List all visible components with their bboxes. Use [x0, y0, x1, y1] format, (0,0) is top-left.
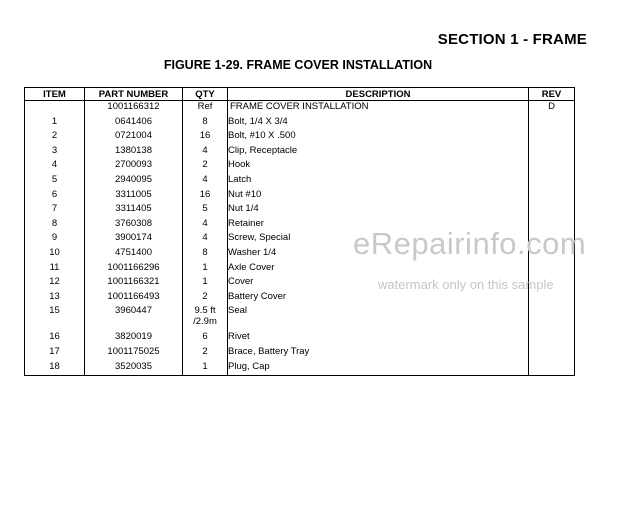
item-cell: 15 — [25, 305, 85, 331]
rev-cell — [529, 291, 575, 306]
part-number-cell: 3311005 — [85, 189, 183, 204]
description-cell: Axle Cover — [228, 262, 529, 277]
part-number-cell: 3311405 — [85, 203, 183, 218]
qty-cell: 6 — [183, 331, 228, 346]
item-cell: 3 — [25, 145, 85, 160]
table-row — [25, 346, 575, 361]
qty-cell: 2 — [183, 291, 228, 306]
description-cell: Nut #10 — [228, 189, 529, 204]
part-number-cell: 3760308 — [85, 218, 183, 233]
table-row — [25, 262, 575, 277]
table-row — [25, 159, 575, 174]
description-cell: Cover — [228, 276, 529, 291]
qty-cell: 2 — [183, 346, 228, 361]
part-number-cell: 2700093 — [85, 159, 183, 174]
rev-cell — [529, 116, 575, 131]
item-cell — [25, 101, 85, 116]
item-cell: 6 — [25, 189, 85, 204]
part-number-cell: 4751400 — [85, 247, 183, 262]
item-cell: 9 — [25, 232, 85, 247]
qty-cell: 16 — [183, 130, 228, 145]
table-row — [25, 291, 575, 306]
rev-cell — [529, 361, 575, 376]
item-cell: 16 — [25, 331, 85, 346]
part-number-cell: 3900174 — [85, 232, 183, 247]
description-cell: Seal — [228, 305, 529, 331]
item-cell: 13 — [25, 291, 85, 306]
part-number-cell: 0641406 — [85, 116, 183, 131]
rev-cell — [529, 159, 575, 174]
qty-cell: 4 — [183, 145, 228, 160]
item-cell: 5 — [25, 174, 85, 189]
description-cell: Nut 1/4 — [228, 203, 529, 218]
item-cell: 18 — [25, 361, 85, 376]
qty-cell: 16 — [183, 189, 228, 204]
part-number-cell: 1001175025 — [85, 346, 183, 361]
watermark-text: eRepairinfo.com — [353, 226, 587, 261]
item-cell: 11 — [25, 262, 85, 277]
table-row — [25, 331, 575, 346]
table-row — [25, 361, 575, 376]
qty-cell: 4 — [183, 232, 228, 247]
part-number-cell: 1380138 — [85, 145, 183, 160]
description-cell: Brace, Battery Tray — [228, 346, 529, 361]
qty-cell: 8 — [183, 116, 228, 131]
qty-cell: 2 — [183, 159, 228, 174]
description-cell: Hook — [228, 159, 529, 174]
item-cell: 4 — [25, 159, 85, 174]
table-row — [25, 174, 575, 189]
part-number-cell: 2940095 — [85, 174, 183, 189]
column-header-rev: REV — [529, 88, 575, 101]
table-row — [25, 116, 575, 131]
qty-cell: 1 — [183, 276, 228, 291]
qty-line-1: 9.5 ft — [194, 305, 216, 317]
rev-cell — [529, 203, 575, 218]
column-header-description: DESCRIPTION — [228, 88, 529, 101]
description-cell: Clip, Receptacle — [228, 145, 529, 160]
part-number-cell: 0721004 — [85, 130, 183, 145]
part-number-cell: 3820019 — [85, 331, 183, 346]
qty-cell: 1 — [183, 361, 228, 376]
qty-cell: 5 — [183, 203, 228, 218]
table-row — [25, 305, 575, 331]
rev-cell — [529, 130, 575, 145]
item-cell: 17 — [25, 346, 85, 361]
item-cell: 1 — [25, 116, 85, 131]
rev-cell: D — [529, 101, 575, 116]
rev-cell — [529, 262, 575, 277]
description-cell: Bolt, #10 X .500 — [228, 130, 529, 145]
part-number-cell: 3960447 — [85, 305, 183, 331]
qty-cell: 4 — [183, 174, 228, 189]
qty-cell: 8 — [183, 247, 228, 262]
watermark-subtext: watermark only on this sample — [378, 277, 554, 292]
description-cell: Rivet — [228, 331, 529, 346]
description-cell: Plug, Cap — [228, 361, 529, 376]
rev-cell — [529, 346, 575, 361]
qty-cell: 4 — [183, 218, 228, 233]
item-cell: 2 — [25, 130, 85, 145]
description-cell: Retainer — [228, 218, 529, 233]
part-number-cell: 1001166321 — [85, 276, 183, 291]
item-cell: 10 — [25, 247, 85, 262]
description-cell: Bolt, 1/4 X 3/4 — [228, 116, 529, 131]
rev-cell — [529, 189, 575, 204]
table-row — [25, 203, 575, 218]
qty-cell — [183, 305, 228, 331]
rev-cell — [529, 174, 575, 189]
table-header-row — [25, 88, 575, 101]
column-header-part-number: PART NUMBER — [85, 88, 183, 101]
table-row — [25, 130, 575, 145]
item-cell: 7 — [25, 203, 85, 218]
item-cell: 12 — [25, 276, 85, 291]
table-row — [25, 145, 575, 160]
description-cell: Latch — [228, 174, 529, 189]
description-cell: Screw, Special — [228, 232, 529, 247]
column-header-item: ITEM — [25, 88, 85, 101]
part-number-cell: 3520035 — [85, 361, 183, 376]
description-cell: FRAME COVER INSTALLATION — [228, 101, 529, 116]
rev-cell — [529, 331, 575, 346]
qty-cell: 1 — [183, 262, 228, 277]
part-number-cell: 1001166312 — [85, 101, 183, 116]
description-cell: Washer 1/4 — [228, 247, 529, 262]
rev-cell — [529, 145, 575, 160]
description-cell: Battery Cover — [228, 291, 529, 306]
column-header-qty: QTY — [183, 88, 228, 101]
table-row — [25, 101, 575, 116]
figure-title: FIGURE 1-29. FRAME COVER INSTALLATION — [163, 58, 433, 72]
item-cell: 8 — [25, 218, 85, 233]
table-row — [25, 189, 575, 204]
section-title: SECTION 1 - FRAME — [437, 31, 587, 48]
part-number-cell: 1001166296 — [85, 262, 183, 277]
qty-line-2: /2.9m — [193, 316, 217, 328]
part-number-cell: 1001166493 — [85, 291, 183, 306]
rev-cell — [529, 305, 575, 331]
qty-cell: Ref — [183, 101, 228, 116]
